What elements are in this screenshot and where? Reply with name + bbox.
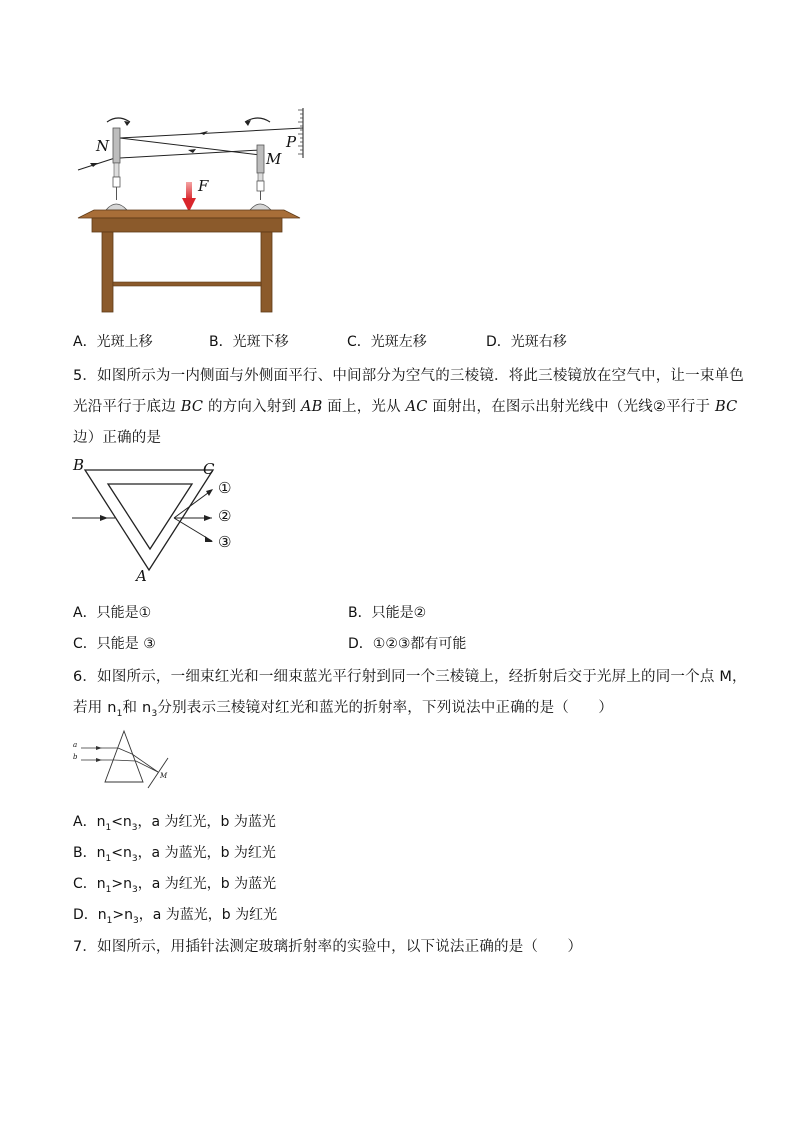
q6-option-c[interactable]: C．$n_1>n_3$，a 为红光，b 为蓝光 — [73, 876, 277, 895]
ray-label-3: ③ — [218, 533, 232, 551]
table-crossbar — [113, 282, 261, 286]
q4-figure — [70, 100, 310, 320]
table-mirror-diagram — [70, 100, 310, 320]
q6-option-b[interactable]: B．$n_1<n_3$，a 为蓝光，b 为红光 — [73, 845, 276, 864]
mirror-n — [106, 128, 127, 210]
q5-figure — [70, 456, 250, 586]
q6-option-a[interactable]: A．$n_1<n_3$，a 为红光，b 为蓝光 — [73, 814, 276, 833]
label-ray-a: a — [73, 741, 78, 749]
label-f: F — [198, 177, 209, 195]
q4-option-c[interactable]: C．光斑左移 — [347, 334, 427, 350]
table-top — [78, 210, 300, 218]
scale-ruler — [298, 108, 303, 158]
force-arrow — [182, 182, 196, 212]
q4-option-b[interactable]: B．光斑下移 — [209, 334, 289, 350]
table-leg-left — [102, 232, 113, 312]
ray-label-1: ① — [218, 479, 232, 497]
q6-stem-line2: 若用 $n_1$和 $n_3$分别表示三棱镜对红光和蓝光的折射率，下列说法中正确的是（ ） — [73, 700, 614, 719]
q5-stem-line1: 5．如图所示为一内侧面与外侧面平行、中间部分为空气的三棱镜．将此三棱镜放在空气中，让一束单色 — [73, 368, 744, 384]
q5-option-d[interactable]: D．①②③都有可能 — [348, 636, 467, 652]
table-leg-right — [261, 232, 272, 312]
q5-option-b[interactable]: B．只能是② — [348, 605, 427, 621]
q5-stem-line2: 光沿平行于底边 BC 的方向入射到 AB 面上，光从 AC 面射出，在图示出射光线中（光线②平行于 BC — [73, 399, 738, 415]
q5-stem-line3: 边）正确的是 — [73, 430, 162, 446]
label-a: A — [136, 567, 147, 585]
rotation-arrow-n — [107, 118, 130, 122]
q7-stem-line1: 7．如图所示，用插针法测定玻璃折射率的实验中，以下说法正确的是（ ） — [73, 939, 583, 955]
label-screen-m: M — [160, 772, 168, 780]
ray-label-2: ② — [218, 507, 232, 525]
q5-option-a[interactable]: A．只能是① — [73, 605, 152, 621]
q6-stem-line1: 6．如图所示，一细束红光和一细束蓝光平行射到同一个三棱镜上，经折射后交于光屏上的同一个点 M， — [73, 669, 747, 685]
label-c: C — [203, 460, 215, 478]
q5-option-c[interactable]: C．只能是 ③ — [73, 636, 156, 652]
q4-option-a[interactable]: A．光斑上移 — [73, 334, 153, 350]
label-p: P — [286, 133, 297, 151]
q4-option-d[interactable]: D．光斑右移 — [486, 334, 567, 350]
table-apron — [92, 218, 282, 232]
q6-option-d[interactable]: D．$n_1>n_3$，a 为蓝光，b 为红光 — [73, 907, 278, 926]
label-m: M — [266, 150, 282, 168]
prism-two-rays-diagram — [72, 728, 172, 790]
label-ray-b: b — [73, 753, 78, 761]
label-n: N — [96, 137, 110, 155]
label-b: B — [73, 456, 85, 474]
q6-figure — [72, 728, 172, 790]
